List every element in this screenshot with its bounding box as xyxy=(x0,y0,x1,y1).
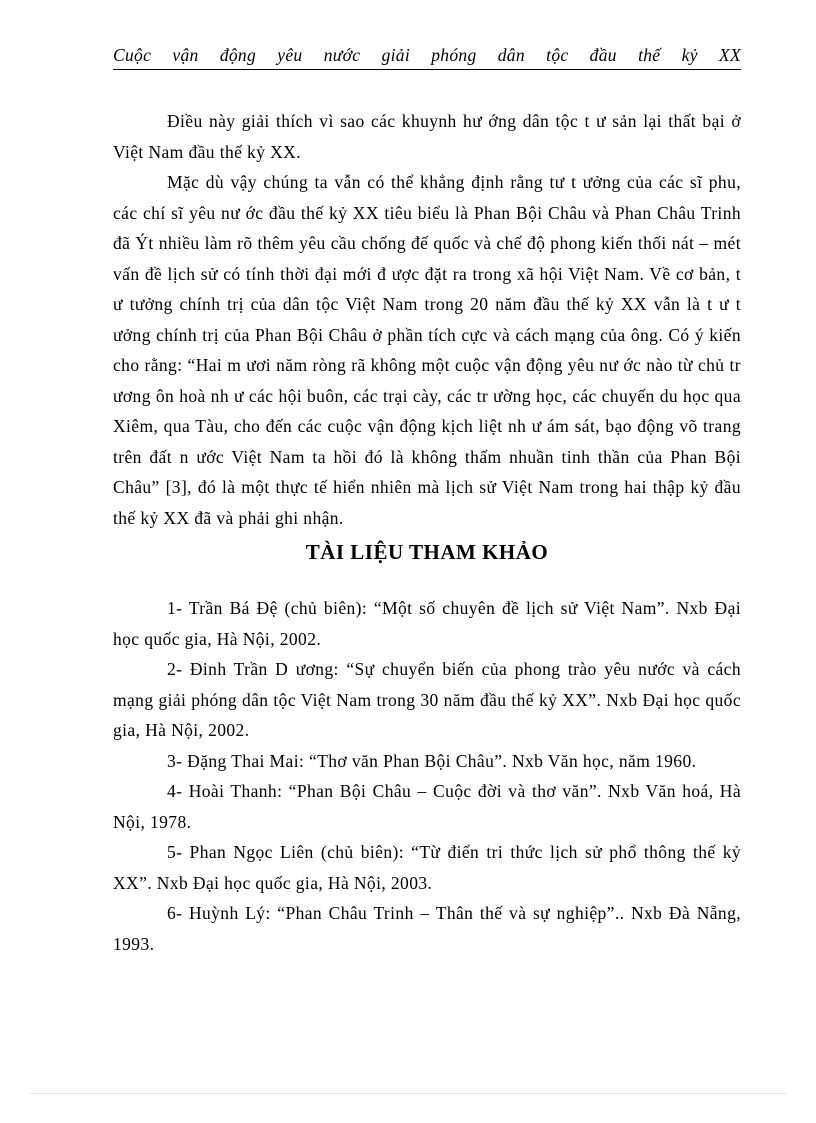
reference-item: 5- Phan Ngọc Liên (chủ biên): “Từ điển tri thức lịch sử phổ thông thế kỷ XX”. Nxb Đại học quốc gia, Hà Nội, 2003. xyxy=(113,842,741,893)
body-paragraph: Mặc dù vậy chúng ta vẫn có thể khẳng định rằng tư t ưởng của các sĩ phu, các chí sĩ yêu nư ớc đầu thế kỷ XX tiêu biểu là Phan Bội Châu và Phan Châu Trinh đã Ýt nhiều làm rõ thêm yêu cầu chống đế quốc và chế độ phong kiến thối nát – mét vấn đề lịch sử có tính thời đại mới đ ược đặt ra trong xã hội Việt Nam. Về cơ bản, t ư tưởng chính trị của dân tộc Việt Nam trong 20 năm đầu thế kỷ XX vẫn là t ư t ưởng chính trị của Phan Bội Châu ở phần tích cực và cách mạng của ông. Có ý kiến cho rằng: “Hai m ươi năm ròng rã không một cuộc vận động yêu nư ớc nào từ chủ tr ương ôn hoà nh ư các hội buôn, các trại cày, các tr ường học, các chuyến du học qua Xiêm, qua Tàu, cho đến các cuộc vận động kịch liệt nh ư ám sát, bạo động võ trang trên đất n ước Việt Nam ta hồi đó là không thấm nhuần tinh thần của Phan Bội Châu” [3], đó là một thực tế hiển nhiên mà lịch sử Việt Nam trong hai thập kỷ đầu thế kỷ XX đã và phải ghi nhận. xyxy=(113,172,741,528)
page-header xyxy=(113,44,741,70)
body-paragraph: Điều này giải thích vì sao các khuynh hư ớng dân tộc t ư sản lại thất bại ở Việt Nam đầu thế kỷ XX. xyxy=(113,111,741,162)
references-heading: TÀI LIỆU THAM KHẢO xyxy=(305,540,549,564)
reference-item: 1- Trần Bá Đệ (chủ biên): “Một số chuyên đề lịch sử Việt Nam”. Nxb Đại học quốc gia, Hà Nội, 2002. xyxy=(113,598,741,649)
page-content xyxy=(113,106,741,959)
reference-item: 4- Hoài Thanh: “Phan Bội Châu – Cuộc đời và thơ văn”. Nxb Văn hoá, Hà Nội, 1978. xyxy=(113,781,741,832)
running-header-title: Cuộc vận động yêu nước giải phóng dân tộc đầu thế kỷ XX xyxy=(113,45,741,65)
reference-item: 2- Đinh Trần D ương: “Sự chuyển biến của phong trào yêu nước và cách mạng giải phóng dân tộc Việt Nam trong 30 năm đầu thế kỷ XX”. Nxb Đại học quốc gia, Hà Nội, 2002. xyxy=(113,659,741,740)
reference-item: 6- Huỳnh Lý: “Phan Châu Trinh – Thân thế và sự nghiệp”.. Nxb Đà Nẵng, 1993. xyxy=(113,903,741,954)
reference-item: 3- Đặng Thai Mai: “Thơ văn Phan Bội Châu”. Nxb Văn học, năm 1960. xyxy=(167,750,697,771)
footer-divider xyxy=(30,1093,785,1094)
references-list xyxy=(113,593,741,959)
